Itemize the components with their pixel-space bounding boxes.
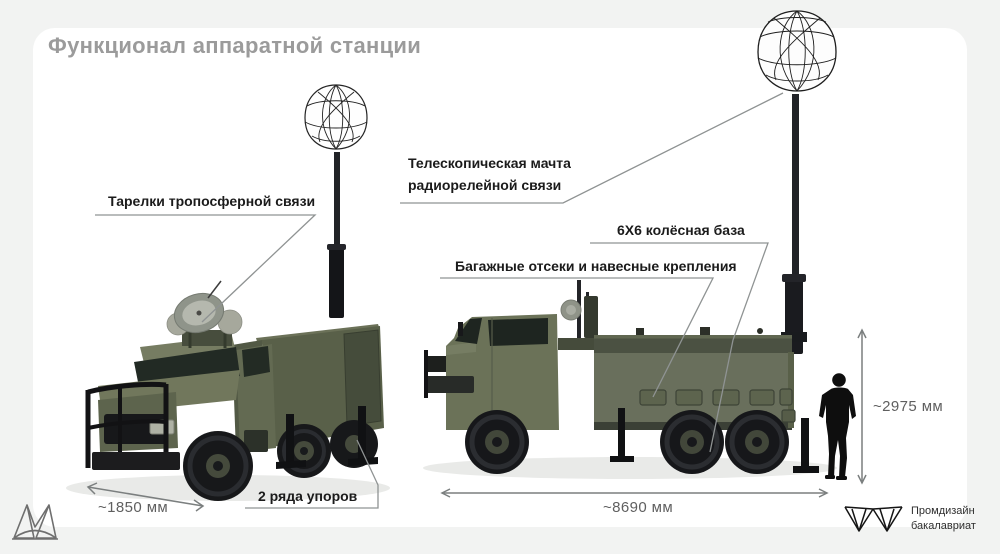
mirror	[458, 322, 463, 336]
origami-bird-logo	[845, 507, 902, 531]
dimension-length-value: ~8690 мм	[602, 499, 674, 516]
antenna-rod	[208, 281, 221, 298]
dimension-width-value: ~1850 мм	[98, 499, 169, 516]
front-bumper	[92, 452, 180, 470]
label-telescopic-mast: Телескопическая мачта радиорелейной связи	[408, 155, 571, 193]
branding-org: Промдизайн	[911, 505, 975, 517]
dimension-arrow-height	[858, 330, 866, 483]
label-tropo-dishes: Тарелки тропосферной связи	[108, 193, 316, 209]
m-monogram-logo	[12, 505, 58, 539]
person-silhouette	[819, 373, 856, 480]
left-truck-illustration	[88, 85, 384, 501]
page-title: Функционал аппаратной станции	[48, 33, 422, 58]
branding-program: бакалавриат	[911, 519, 976, 532]
label-storage: Багажные отсеки и навесные крепления	[455, 258, 737, 274]
cab-roof-equipment	[558, 280, 598, 350]
antenna-balloon-right	[758, 11, 836, 91]
satellite-dishes	[167, 281, 242, 348]
dimension-arrow-length	[442, 489, 827, 497]
antenna-balloon-left	[305, 85, 367, 149]
dimension-height-value: ~2975 мм	[873, 398, 944, 415]
branding-text	[911, 504, 976, 534]
front-bumper-right	[424, 376, 474, 393]
label-supports: 2 ряда упоров	[258, 488, 358, 504]
door-window	[242, 346, 270, 377]
label-wheelbase: 6X6 колёсная база	[617, 222, 745, 238]
cab-window	[488, 318, 548, 346]
telescopic-mast-left	[327, 152, 346, 318]
telescopic-mast-right	[781, 94, 807, 354]
